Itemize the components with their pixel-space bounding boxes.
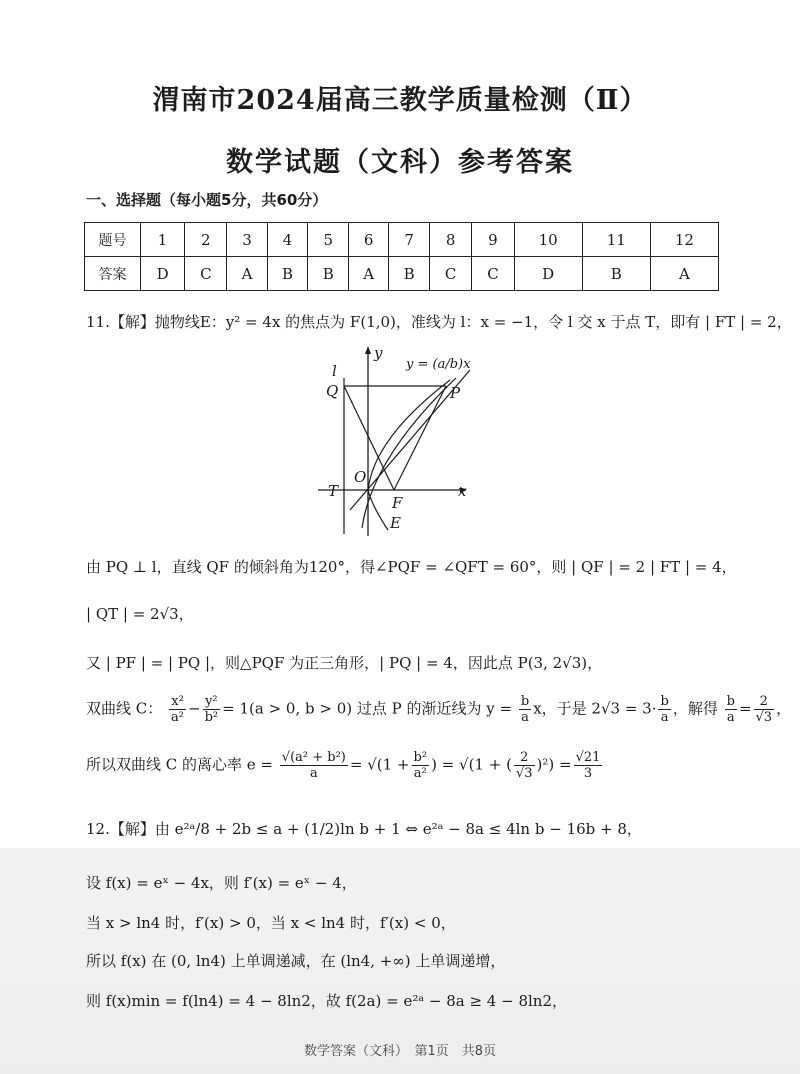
- q11-line-3: | QT | = 2√3，: [86, 605, 194, 623]
- table-row-answers: [85, 257, 719, 291]
- question-number: 7: [389, 223, 430, 257]
- answer-cell: D: [514, 257, 582, 291]
- label-f: F: [392, 494, 403, 512]
- q11-line-5: 双曲线 C： $\frac{\text{x²}}{\text{a²}}$ − $\frac{\text{y²}}{\text{b²}}$ = 1(a > 0, b > 0) 过点 P 的渐近线为 y = $\frac{b}{a}$ x，于是 2√3 = 3· $\frac{b}{a}$ ，解得 $\frac{b}{a}$ = $\frac{2}{√3}$ ，: [86, 694, 792, 725]
- asymptote-text: 过点 P 的渐近线为 y =: [356, 699, 513, 718]
- question-number: 12: [650, 223, 718, 257]
- answer-cell: B: [582, 257, 650, 291]
- fraction-b-a-2: $\frac{b}{a}$: [660, 694, 669, 725]
- answer-table: [84, 222, 719, 291]
- fraction-sqrt21-3: $\frac{√21}{3}$: [575, 750, 601, 781]
- fraction-2-sqrt3-b: $\frac{2}{√3}$: [515, 750, 533, 781]
- q12-line-1: 12.【解】由 e²ᵃ/8 + 2b ≤ a + (1/2)ln b + 1 ⇔ e²ᵃ − 8a ≤ 4ln b − 16b + 8，: [86, 820, 642, 838]
- question-number: 6: [349, 223, 389, 257]
- question-number: 9: [472, 223, 514, 257]
- line5-cont: x，于是 2√3 = 3·: [533, 699, 657, 718]
- asymptote-label: y = (a/b)x: [406, 357, 471, 372]
- answer-cell: C: [185, 257, 227, 291]
- row-label-answer: 答案: [85, 257, 141, 291]
- fraction-b-a: $\frac{b}{a}$: [520, 694, 530, 725]
- answer-cell: D: [141, 257, 185, 291]
- answer-cell: C: [430, 257, 472, 291]
- question-number: 1: [141, 223, 185, 257]
- table-row-numbers: [85, 223, 719, 257]
- page-footer: 数学答案（文科） 第1页 共8页: [303, 1044, 497, 1059]
- answer-cell: B: [389, 257, 430, 291]
- question-number: 10: [514, 223, 582, 257]
- question-number: 4: [267, 223, 308, 257]
- question-number: 2: [185, 223, 227, 257]
- question-number: 5: [308, 223, 349, 257]
- label-y: y: [374, 344, 383, 362]
- solve-text: ，解得: [672, 699, 718, 718]
- y-axis-arrow: [365, 346, 371, 354]
- question-number: 3: [227, 223, 267, 257]
- answer-cell: A: [227, 257, 267, 291]
- label-q: Q: [326, 382, 339, 400]
- row-label-number: 题号: [85, 223, 141, 257]
- q12-line-4: 所以 f(x) 在 (0, ln4) 上单调递减，在 (ln4, +∞) 上单调递增，: [86, 952, 506, 970]
- segment-qf: [344, 386, 394, 490]
- answer-cell: B: [267, 257, 308, 291]
- fraction-ecc-1: $\frac{\text{√(a² + b²)}}{a}$: [281, 750, 346, 781]
- label-e: E: [390, 514, 401, 532]
- page-title: 渭南市2024届高三教学质量检测（Ⅱ）: [152, 85, 648, 116]
- fraction-y2-b2: $\frac{\text{y²}}{\text{b²}}$: [204, 694, 219, 725]
- question-number: 11: [582, 223, 650, 257]
- q11-line-4: 又 | PF | = | PQ |，则△PQF 为正三角形，| PQ | = 4，因此点 P(3, 2√3)，: [86, 654, 603, 672]
- label-l: l: [332, 362, 337, 380]
- parabola-figure: [310, 338, 490, 538]
- q12-line-3: 当 x > ln4 时，f′(x) > 0，当 x < ln4 时，f′(x) < 0，: [86, 914, 456, 932]
- question-number: 8: [430, 223, 472, 257]
- fraction-x2-a2: $\frac{\text{x²}}{\text{a²}}$: [171, 694, 184, 725]
- q12-line-5: 则 f(x)min = f(ln4) = 4 − 8ln2，故 f(2a) = e²ᵃ − 8a ≥ 4 − 8ln2，: [86, 992, 568, 1010]
- eccentricity-text: 所以双曲线 C 的离心率 e =: [86, 755, 273, 774]
- fraction-2-sqrt3: $\frac{2}{√3}$: [755, 694, 773, 725]
- section-heading: 一、选择题（每小题5分，共60分）: [86, 191, 328, 209]
- label-t: T: [328, 482, 339, 500]
- q11-line-6: 所以双曲线 C 的离心率 e = $\frac{\text{√(a² + b²)}}{a}$ = √(1 + $\frac{\text{b²}}{\text{a²}}$ ) = √(1 + ( $\frac{2}{√3}$ )²) = $\frac{√21}{3}$: [86, 750, 601, 781]
- q11-line-1: 11.【解】抛物线E：y² = 4x 的焦点为 F(1,0)，准线为 l：x = −1，令 l 交 x 于点 T，即有 | FT | = 2，: [86, 313, 792, 331]
- answer-cell: A: [650, 257, 718, 291]
- fraction-b2-a2: $\frac{\text{b²}}{\text{a²}}$: [413, 750, 428, 781]
- answer-cell: C: [472, 257, 514, 291]
- q12-line-2: 设 f(x) = eˣ − 4x，则 f′(x) = eˣ − 4，: [86, 874, 357, 892]
- answer-cell: B: [308, 257, 349, 291]
- page-subtitle: 数学试题（文科）参考答案: [226, 147, 574, 178]
- label-x: x: [458, 482, 467, 500]
- q11-line-2: 由 PQ ⊥ l，直线 QF 的倾斜角为120°，得∠PQF = ∠QFT = 60°，则 | QF | = 2 | FT | = 4，: [86, 558, 737, 576]
- label-p: P: [450, 384, 461, 402]
- fraction-b-a-3: $\frac{b}{a}$: [726, 694, 735, 725]
- answer-cell: A: [349, 257, 389, 291]
- hyperbola-label: 双曲线 C：: [86, 699, 163, 718]
- label-o: O: [354, 468, 367, 486]
